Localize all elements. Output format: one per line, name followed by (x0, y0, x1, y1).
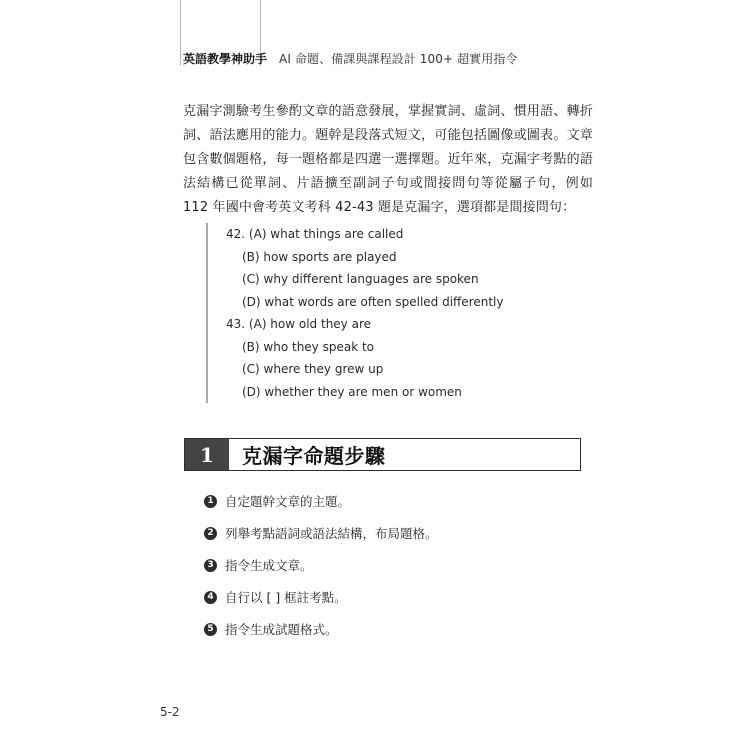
question-42-line-a (226, 223, 566, 246)
question-42 (226, 223, 566, 313)
step-item (204, 517, 564, 549)
option-c: (C) why different languages are spoken (242, 272, 479, 286)
section-header (184, 438, 581, 471)
option-a: (A) what things are called (248, 227, 404, 241)
option-c: (C) where they grew up (242, 362, 384, 376)
step-item (204, 613, 564, 645)
question-number: 42. (226, 227, 246, 241)
option-d: (D) whether they are men or women (242, 384, 462, 399)
question-43 (226, 313, 566, 403)
question-options-block (206, 223, 566, 403)
step-number-badge: 2 (204, 527, 217, 540)
step-number-badge: 3 (204, 559, 217, 572)
step-number-badge: 5 (204, 623, 217, 636)
option-d: (D) what words are often spelled differently (242, 294, 504, 309)
option-a: (A) how old they are (248, 317, 372, 331)
steps-list (204, 485, 564, 645)
step-item (204, 581, 564, 613)
section-number: 1 (185, 439, 229, 470)
step-text: 自定題幹文章的主題。 (225, 494, 351, 509)
step-text: 列舉考點語詞或語法結構，布局題格。 (225, 526, 438, 541)
step-text: 自行以 [ ] 框註考點。 (225, 590, 347, 605)
section-title: 克漏字命題步驟 (242, 444, 386, 468)
step-number-badge: 4 (204, 591, 217, 604)
header-left-rule (180, 0, 181, 66)
book-title: 英語教學神助手 (183, 51, 268, 66)
step-item (204, 549, 564, 581)
option-b: (B) who they speak to (242, 339, 375, 354)
running-header (183, 48, 750, 68)
step-text: 指令生成試題格式。 (225, 622, 338, 637)
option-b: (B) how sports are played (242, 249, 397, 264)
page-number: 5-2 (160, 705, 180, 719)
book-subtitle: AI 命題、備課與課程設計 100+ 超實用指令 (279, 51, 518, 66)
question-number: 43. (226, 317, 246, 331)
question-43-line-a (226, 313, 566, 336)
step-text: 指令生成文章。 (225, 558, 313, 573)
step-number-badge: 1 (204, 495, 217, 508)
intro-paragraph: 克漏字測驗考生參酌文章的語意發展，掌握實詞、虛詞、慣用語、轉折詞、語法應用的能力。題幹是段落式短文，可能包括圖像或圖表。文章包含數個題格，每一題格都是四選一選擇題。近年來，克漏字考點的語法結構已從單詞、片語擴至副詞子句或間接問句等從屬子句，例如 112 年國中會考英文考科 42-43 題是克漏字，選項都是間接問句： (183, 104, 593, 215)
step-item (204, 485, 564, 517)
